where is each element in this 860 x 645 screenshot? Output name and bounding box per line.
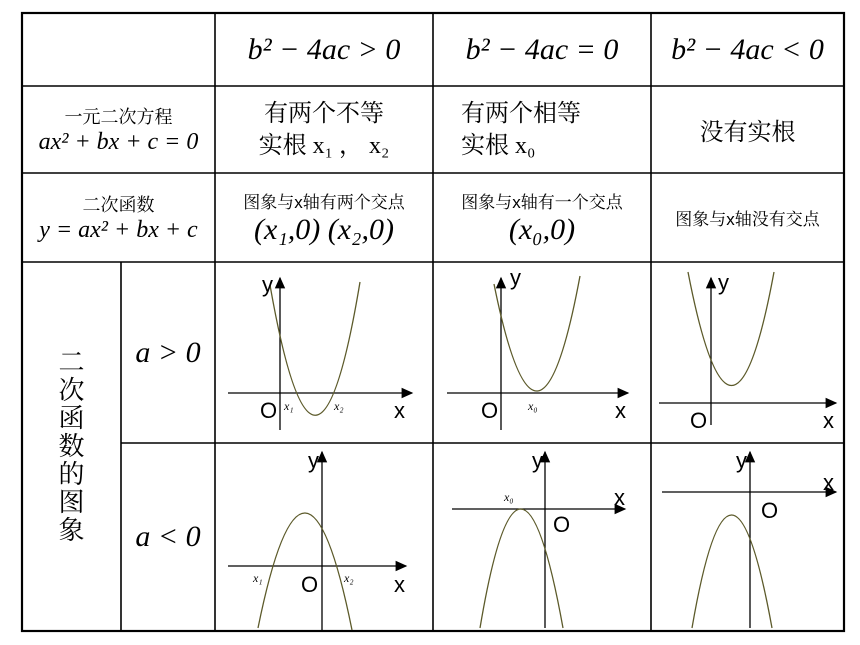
graph-a-negative-no-root xyxy=(662,448,836,628)
header-discriminant-positive: b² − 4ac > 0 xyxy=(247,32,401,66)
label-a-positive: a > 0 xyxy=(135,335,201,369)
origin-label: O xyxy=(260,398,278,423)
root-x2-label: x₂ xyxy=(334,399,344,413)
graph-a-positive-one-root xyxy=(447,265,628,430)
equation-no-real-roots: 没有实根 xyxy=(699,120,796,146)
function-two-intersections: 图象与x轴有两个交点 (x₁,0) (x₂,0) xyxy=(243,193,405,246)
graph-a-positive-two-roots xyxy=(228,272,412,430)
row-label-quadratic-function: 二次函数 y = ax² + bx + c xyxy=(39,195,198,243)
function-no-intersection: 图象与x轴没有交点 xyxy=(675,210,820,229)
axis-y-label: y xyxy=(262,272,273,297)
header-discriminant-zero: b² − 4ac = 0 xyxy=(465,32,619,66)
root-x0-label: x₀ xyxy=(504,490,514,504)
axis-x-label: x xyxy=(615,398,626,423)
axis-x-label: x xyxy=(394,572,405,597)
root-x1-label: x₁ xyxy=(284,399,294,413)
axis-y-label: y xyxy=(718,270,729,295)
axis-y-label: y xyxy=(532,448,543,473)
origin-label: O xyxy=(301,572,319,597)
root-x1-label: x₁ xyxy=(253,571,263,585)
axis-y-label: y xyxy=(308,448,319,473)
root-x2-label: x₂ xyxy=(344,571,354,585)
label-a-negative: a < 0 xyxy=(135,520,201,553)
equation-two-equal-roots: 有两个相等 实根 x₀ xyxy=(461,100,581,159)
axis-x-label: x xyxy=(823,408,834,433)
vertical-label: 二 次 函 数 的 图 象 xyxy=(58,347,85,545)
axis-x-label: x xyxy=(823,470,834,495)
equation-two-distinct-roots: 有两个不等 实根 x₁ ， x₂ xyxy=(258,100,390,159)
axis-y-label: y xyxy=(736,448,747,473)
function-one-intersection: 图象与x轴有一个交点 (x₀,0) xyxy=(461,193,623,246)
row-label-quadratic-equation: 一元二次方程 ax² + bx + c = 0 xyxy=(38,107,199,155)
axis-y-label: y xyxy=(510,265,521,290)
graph-a-negative-two-roots xyxy=(228,448,406,630)
origin-label: O xyxy=(553,512,571,537)
root-x0-label: x₀ xyxy=(528,399,538,413)
axis-x-label: x xyxy=(614,485,625,510)
axis-x-label: x xyxy=(394,398,405,423)
graph-a-positive-no-root xyxy=(659,270,836,433)
origin-label: O xyxy=(481,398,499,423)
origin-label: O xyxy=(761,498,779,523)
origin-label: O xyxy=(690,408,708,433)
graph-a-negative-one-root xyxy=(452,448,625,628)
header-discriminant-negative: b² − 4ac < 0 xyxy=(671,32,824,66)
